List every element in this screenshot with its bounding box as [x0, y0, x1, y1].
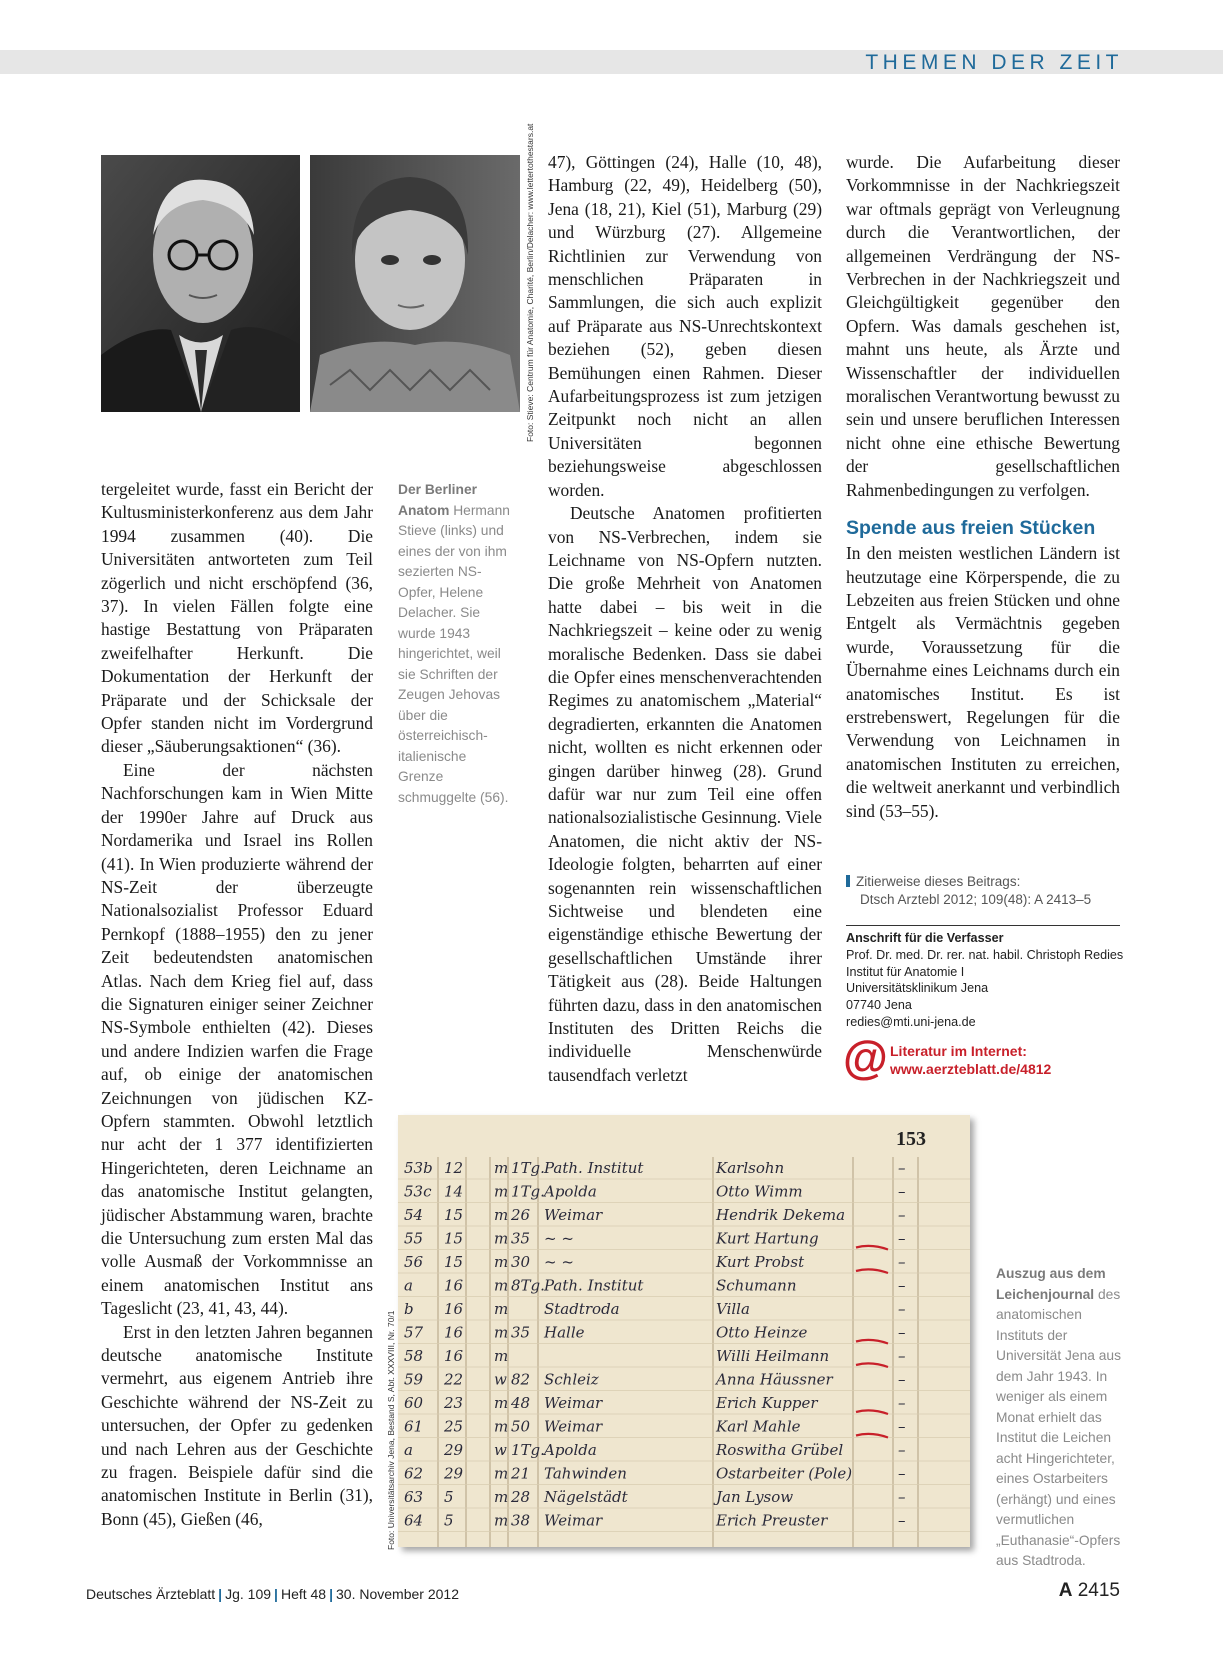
cell-age: 21: [511, 1464, 531, 1483]
cell-age: 1Tg.: [511, 1441, 545, 1459]
paragraph: Deutsche Anatomen profitierten von NS-Verbrechen, indem sie Leichname von NS-Opfern nutzten. Die große Mehrheit von Anatomen hatte dabei – bis weit in die Nachkriegszeit – keine oder zu wenig moralische Bedenken. Dass sie dabei die Opfer eines menschenverachtenden Regimes zu anatomischem „Material“ degradierten, erkannten die Anatomen nicht, wollten es nicht erkennen oder gingen darüber hinweg (28). Grund dafür war nur zum Teil eine offen nationalsozialistische Gesinnung. Viele Anatomen, die nicht aktiv der NS-Ideologie folgten, beharrten auf einer sogenannten rein wissenschaftlichen Sichtweise und blendeten eine eigenständige ethische Bewertung der gesellschaftlichen Umstände ihrer Tätigkeit aus (28). Beide Haltungen führten dazu, dass in den anatomischen Instituten des Dritten Reichs die individuelle Menschenwürde tausendfach verletzt: [548, 503, 822, 1085]
cell-age: 1Tg.: [511, 1159, 545, 1177]
cell-from: Path. Institut: [544, 1159, 644, 1177]
cell-mark: –: [898, 1300, 906, 1318]
cell-sex: m: [494, 1347, 509, 1365]
cell-sex: m: [494, 1206, 509, 1224]
cell-sex: w: [494, 1441, 507, 1459]
cell-day: 25: [444, 1417, 464, 1436]
paragraph: Erst in den letzten Jahren begannen deutsche anatomische Institute vermehrt, aus eigenem Antrieb ihre Geschichte während der NS-Zeit zu untersuchen, der Opfer zu gedenken und nach Lehren aus der Geschichte zu fragen. Beispiele dafür sind die anatomischen Institute in Berlin (31), Bonn (45), Gießen (46,: [101, 1321, 373, 1529]
portrait-woman-image: [310, 155, 520, 412]
cell-sex: m: [494, 1417, 509, 1436]
cell-name: Willi Heilmann: [716, 1347, 830, 1365]
cell-from: ~ ~: [544, 1253, 574, 1271]
literature-url[interactable]: www.aerzteblatt.de/4812: [890, 1061, 1052, 1077]
divider: [846, 925, 1120, 926]
cell-from: Weimar: [544, 1206, 603, 1224]
cell-from: Halle: [544, 1323, 585, 1342]
cell-day: 16: [444, 1300, 464, 1318]
cell-nr: 61: [404, 1417, 424, 1436]
paragraph: wurde. Die Aufarbeitung dieser Vorkommnisse in der Nachkriegszeit war oftmals geprägt von Verleugnung durch die Verantwortlichen, der allgemeinen Verdrängung der NS-Verbrechen in der Nachkriegszeit und Gleichgültigkeit gegenüber den Opfern. Was damals geschehen ist, mahnt uns heute, als Ärzte und Wissenschaftler der individuellen moralischen Verantwortung bewusst zu sein und unsere beruflichen Interessen nicht ohne eine ethische Bewertung der gesellschaftlichen Rahmenbedingungen zu verfolgen.: [846, 152, 1120, 500]
cell-sex: m: [494, 1276, 509, 1295]
cell-mark: –: [898, 1464, 906, 1483]
literature-label: Literatur im Internet:: [890, 1043, 1027, 1059]
footer-date: 30. November 2012: [336, 1586, 459, 1602]
cell-nr: 57: [404, 1323, 424, 1342]
cell-mark: –: [898, 1253, 906, 1271]
cell-day: 5: [444, 1511, 454, 1530]
footer-journal-info: Deutsches Ärzteblatt | Jg. 109 | Heft 48 | 30. November 2012: [86, 1586, 459, 1602]
cell-from: Apolda: [544, 1441, 597, 1459]
literature-link[interactable]: [843, 1031, 1143, 1083]
cell-age: 38: [511, 1511, 531, 1530]
subheading: Spende aus freien Stücken: [846, 517, 1096, 540]
address-title: Anschrift für die Verfasser: [846, 931, 1004, 945]
cell-day: 16: [444, 1276, 464, 1295]
red-mark: [856, 1269, 888, 1273]
red-mark: [856, 1363, 888, 1367]
cell-day: 15: [444, 1206, 464, 1224]
cell-mark: –: [898, 1276, 906, 1295]
cell-sex: m: [494, 1229, 509, 1248]
cell-age: 48: [511, 1394, 531, 1412]
cell-name: Otto Wimm: [716, 1182, 803, 1201]
journal-credit: Foto: Universitätsarchiv Jena, Bestand S, Abt. XXXVIII, Nr. 70/1: [386, 1310, 396, 1550]
cell-day: 29: [444, 1464, 464, 1483]
cell-mark: –: [898, 1323, 906, 1342]
at-icon: @: [843, 1031, 888, 1083]
paragraph: Eine der nächsten Nachforschungen kam in Wien Mitte der 1990er Jahre auf Druck aus Nordamerika und Israel ins Rollen (41). In Wien produzierte während der NS-Zeit der überzeugte Nationalsozialist Professor Eduard Pernkopf (1888–1955) den zu jener Zeit bedeutendsten anatomischen Atlas. Nach dem Krieg fiel auf, dass die Signaturen einiger seiner Zeichner NS-Symbole enthielten (42). Dieses und andere Indizien warfen die Frage auf, ob einige der anatomischen Zeichnungen von jüdischen KZ-Opfern stammten. Obwohl letztlich nur acht der 1 377 identifizierten Hingerichteten, deren Leichname an das anatomische Institut gelangten, jüdischer Abstammung waren, brachte die Untersuchung zum ersten Mal das volle Ausmaß der Vorkommnisse an einem anatomischen Institut ans Tageslicht (23, 41, 43, 44).: [101, 759, 373, 1319]
cell-mark: –: [898, 1511, 906, 1530]
cell-nr: 55: [404, 1229, 424, 1248]
cell-nr: 64: [404, 1511, 424, 1530]
page-prefix: A: [1058, 1580, 1073, 1601]
cell-sex: m: [494, 1159, 509, 1177]
caption-text: Hermann Stieve (links) und eines der von ihm sezierten NS-Opfer, Helene Delacher. Sie wurde 1943 hingerichtet, weil sie Schriften der Zeugen Jehovas über die österreichisch-italienische Grenze schmuggelte (56).: [398, 502, 510, 805]
cell-nr: 59: [404, 1370, 424, 1389]
cell-name: Karl Mahle: [716, 1417, 801, 1436]
cell-name: Schumann: [716, 1276, 797, 1295]
journal-caption: [996, 1264, 1126, 1572]
journal-caption-text: des anatomischen Instituts der Universität Jena aus dem Jahr 1943. In weniger als einem Monat erhielt das Institut die Leichen acht Hingerichteter, eines Ostarbeiters (erhängt) und eines vermutlichen „Euthanasie“-Opfers aus Stadtroda.: [996, 1286, 1122, 1568]
cell-day: 22: [444, 1370, 464, 1389]
cell-name: Ostarbeiter (Pole): [716, 1464, 853, 1483]
cell-name: Kurt Probst: [716, 1253, 805, 1271]
cell-nr: 63: [404, 1488, 424, 1506]
cell-day: 16: [444, 1347, 464, 1365]
article-column-2: [548, 151, 822, 1087]
cell-mark: –: [898, 1441, 906, 1459]
cell-from: Weimar: [544, 1511, 603, 1530]
cell-age: 30: [511, 1253, 531, 1271]
cell-from: Nägelstädt: [544, 1488, 628, 1506]
journal-page-number: 153: [896, 1128, 926, 1150]
red-mark: [856, 1340, 888, 1344]
author-address: [846, 930, 1146, 1031]
citation-ref: Dtsch Arztebl 2012; 109(48): A 2413–5: [860, 892, 1092, 907]
cell-day: 12: [444, 1159, 464, 1177]
cell-day: 16: [444, 1323, 464, 1342]
cell-mark: –: [898, 1488, 906, 1506]
section-title: THEMEN DER ZEIT: [865, 51, 1123, 74]
red-mark: [856, 1410, 888, 1414]
cell-nr: 54: [404, 1206, 424, 1224]
cell-sex: m: [494, 1182, 509, 1201]
cell-mark: –: [898, 1159, 906, 1177]
cell-nr: a: [404, 1276, 413, 1295]
red-mark: [856, 1434, 888, 1438]
photo-hermann-stieve: [101, 155, 300, 412]
citation-marker: [846, 875, 850, 887]
cell-from: Weimar: [544, 1394, 603, 1412]
cell-nr: 58: [404, 1347, 424, 1365]
page-number: [1059, 1580, 1120, 1602]
journal-caption-title: Auszug aus dem Leichenjournal: [996, 1266, 1106, 1302]
cell-nr: 53c: [404, 1182, 432, 1201]
citation-box: [846, 873, 1126, 909]
address-line: Prof. Dr. med. Dr. rer. nat. habil. Christoph Redies: [846, 947, 1124, 962]
cell-day: 15: [444, 1253, 464, 1271]
cell-sex: m: [494, 1323, 509, 1342]
article-column-1: [101, 478, 373, 1531]
cell-sex: m: [494, 1300, 509, 1318]
cell-mark: –: [898, 1229, 906, 1248]
paragraph: In den meisten westlichen Ländern ist heutzutage eine Körperspende, die zu Lebzeiten aus freien Stücken und ohne Entgelt als Vermächtnis gegeben wurde, Voraussetzung für die Übernahme eines Leichnams durch ein anatomisches Institut. Es ist erstrebenswert, Regelungen für die Verwendung von Leichnamen in anatomischen Instituten zu erreichen, die weltweit anerkannt und verbindlich sind (53–55).: [846, 543, 1120, 821]
portrait-man-image: [101, 155, 300, 412]
cell-age: 8Tg.: [511, 1276, 545, 1295]
address-line: Institut für Anatomie I: [846, 964, 965, 979]
footer-volume: Jg. 109: [225, 1586, 272, 1602]
cell-name: Erich Kupper: [716, 1394, 818, 1412]
red-mark: [856, 1246, 888, 1250]
citation-label: Zitierweise dieses Beitrags:: [856, 874, 1021, 889]
cell-age: 26: [511, 1206, 531, 1224]
cell-mark: –: [898, 1370, 906, 1389]
cell-age: 50: [511, 1417, 531, 1436]
cell-name: Hendrik Dekema: [716, 1206, 846, 1224]
photo-helene-delacher: [310, 155, 520, 412]
cell-age: 28: [511, 1488, 531, 1506]
cell-sex: m: [494, 1464, 509, 1483]
email-link[interactable]: redies@mti.uni-jena.de: [846, 1014, 976, 1029]
cell-from: Weimar: [544, 1417, 603, 1436]
cell-nr: 60: [404, 1394, 424, 1412]
cell-mark: –: [898, 1347, 906, 1365]
cell-nr: a: [404, 1441, 413, 1459]
cell-age: 35: [511, 1323, 531, 1342]
paragraph: tergeleitet wurde, fasst ein Bericht der Kultusministerkonferenz aus dem Jahr 1994 zusammen (40). Die Universitäten antworteten zum Teil zögerlich und nicht erschöpfend (36, 37). In vielen Fällen folgte eine hastige Bestattung von Präparaten zweifelhafter Herkunft. Die Dokumentation der Herkunft der Präparate und der Schicksale der Opfer standen nicht im Vordergrund dieser „Säuberungsaktionen“ (36).: [101, 479, 373, 757]
cell-nr: 62: [404, 1464, 424, 1483]
leichenjournal-image: [398, 1115, 970, 1547]
cell-nr: b: [404, 1300, 414, 1318]
photo-caption: [398, 480, 515, 808]
cell-day: 29: [444, 1441, 464, 1459]
cell-name: Erich Preuster: [716, 1511, 828, 1530]
footer-journal: Deutsches Ärzteblatt: [86, 1586, 216, 1602]
cell-day: 14: [444, 1182, 464, 1201]
cell-mark: –: [898, 1394, 906, 1412]
cell-from: ~ ~: [544, 1229, 574, 1248]
cell-from: Apolda: [544, 1182, 597, 1201]
cell-nr: 56: [404, 1253, 424, 1271]
cell-from: Stadtroda: [544, 1300, 620, 1318]
cell-mark: –: [898, 1417, 906, 1436]
cell-sex: m: [494, 1511, 509, 1530]
cell-name: Otto Heinze: [716, 1323, 808, 1342]
paragraph: 47), Göttingen (24), Halle (10, 48), Hamburg (22, 49), Heidelberg (50), Jena (18, 21), Kiel (51), Marburg (29) und Würzburg (27). Allgemeine Richtlinien zur Verwendung von menschlichen Präparaten in Sammlungen, die sich auch explizit auf Präparate aus NS-Unrechtskontext beziehen (52), geben diesen Bemühungen einen Rahmen. Dieser Aufarbeitungsprozess ist zum jetzigen Zeitpunkt noch nicht an allen Universitäten begonnen beziehungsweise abgeschlossen worden.: [548, 152, 822, 500]
photo-credit: Foto: Stieve: Centrum für Anatomie, Charité, Berlin/Delacher: www.lettertothestars.at: [525, 123, 535, 442]
cell-name: Karlsohn: [716, 1159, 785, 1177]
cell-sex: m: [494, 1253, 509, 1271]
cell-name: Villa: [716, 1300, 750, 1318]
cell-day: 23: [444, 1394, 464, 1412]
cell-age: 82: [511, 1370, 531, 1389]
cell-name: Roswitha Grübel: [716, 1441, 844, 1459]
cell-sex: m: [494, 1488, 509, 1506]
cell-day: 5: [444, 1488, 454, 1506]
cell-sex: m: [494, 1394, 509, 1412]
cell-from: Path. Institut: [544, 1276, 644, 1295]
cell-day: 15: [444, 1229, 464, 1248]
page-value: 2415: [1077, 1580, 1120, 1601]
article-column-3: [846, 151, 1120, 823]
journal-sheet: [398, 1115, 970, 1547]
cell-from: Schleiz: [544, 1370, 599, 1389]
cell-name: Jan Lysow: [716, 1488, 794, 1506]
address-line: Universitätsklinikum Jena: [846, 981, 989, 996]
address-line: 07740 Jena: [846, 998, 912, 1013]
cell-mark: –: [898, 1182, 906, 1201]
cell-age: 35: [511, 1229, 531, 1248]
cell-name: Anna Häussner: [716, 1370, 833, 1389]
cell-from: Tahwinden: [544, 1464, 627, 1483]
cell-name: Kurt Hartung: [716, 1229, 819, 1248]
footer-issue: Heft 48: [280, 1586, 327, 1602]
cell-sex: w: [494, 1370, 507, 1389]
cell-age: 1Tg.: [511, 1182, 545, 1201]
caption-title: Der Berliner Anatom: [398, 482, 477, 518]
cell-nr: 53b: [404, 1159, 433, 1177]
cell-mark: –: [898, 1206, 906, 1224]
